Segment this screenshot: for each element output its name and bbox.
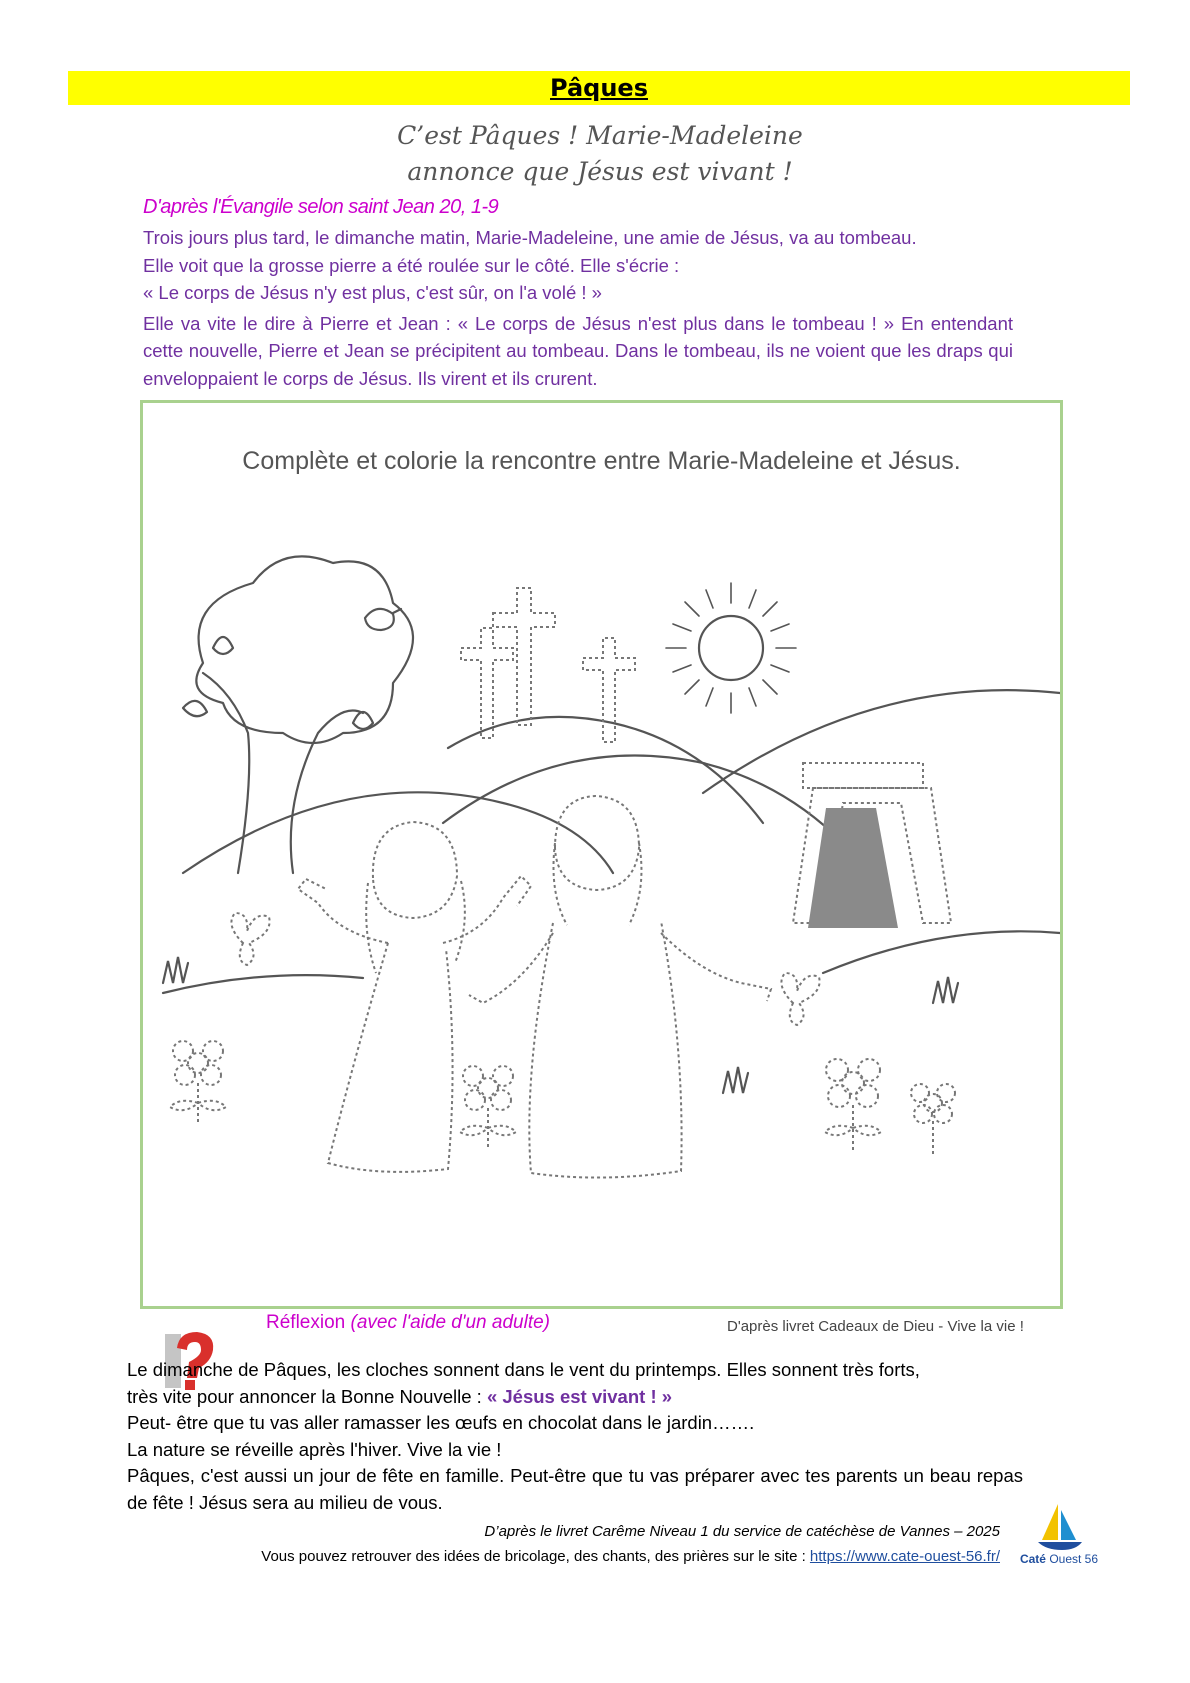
leaf-1 bbox=[213, 637, 233, 654]
leaf-2 bbox=[353, 712, 373, 729]
reflexion-text bbox=[127, 1357, 1023, 1516]
cross-center bbox=[493, 588, 555, 725]
coloring-illustration bbox=[143, 403, 1060, 1306]
body-line-3: Peut- être que tu vas aller ramasser les œufs en chocolat dans le jardin……. bbox=[127, 1412, 755, 1433]
body-line-4: La nature se réveille après l'hiver. Vive la vie ! bbox=[127, 1438, 502, 1460]
hill-front bbox=[823, 931, 1060, 973]
subtitle-line-1: C’est Pâques ! Marie-Madeleine bbox=[397, 121, 803, 150]
logo-text-cate: Caté bbox=[1019, 1552, 1046, 1566]
body-line-2-text: très vite pour annoncer la Bonne Nouvelle : bbox=[127, 1385, 487, 1407]
jesus-robe bbox=[529, 921, 681, 1178]
cate-ouest-logo bbox=[1014, 1500, 1104, 1570]
tree-trunk bbox=[203, 673, 363, 873]
page-title: Pâques bbox=[550, 74, 648, 102]
bird bbox=[365, 609, 401, 630]
gospel-line-2: Elle voit que la grosse pierre a été roulée sur le côté. Elle s'écrie : bbox=[143, 254, 680, 276]
mary-arm-right bbox=[443, 876, 531, 943]
sun-rays bbox=[666, 583, 796, 713]
hill-back bbox=[448, 717, 763, 823]
grass-2 bbox=[723, 1067, 748, 1093]
grass-3 bbox=[933, 977, 958, 1003]
gospel-source: D'après l'Évangile selon saint Jean 20, 1-9 bbox=[143, 196, 499, 218]
hill-middle bbox=[443, 756, 843, 844]
footer-website bbox=[261, 1548, 1000, 1565]
reflexion-label: Réflexion bbox=[266, 1312, 351, 1333]
body-line-5: Pâques, c'est aussi un jour de fête en famille. Peut-être que tu vas préparer avec tes parents un beau repas de fête ! Jésus sera au milieu de vous. bbox=[127, 1465, 1023, 1513]
body-line-2 bbox=[127, 1384, 1023, 1411]
reflexion-note: (avec l'aide d'un adulte) bbox=[350, 1312, 550, 1333]
jesus-arm-left bbox=[469, 933, 553, 1003]
mary-hair bbox=[366, 881, 465, 973]
tomb-opening bbox=[808, 808, 898, 928]
cross-left bbox=[461, 628, 513, 738]
gospel-line-1: Trois jours plus tard, le dimanche matin, Marie-Madeleine, une amie de Jésus, va au tombeau. bbox=[143, 227, 917, 248]
jesus-head bbox=[555, 796, 639, 890]
jesus-arm-right bbox=[661, 933, 771, 1001]
tree-canopy bbox=[196, 556, 413, 743]
subtitle-line-2: annonce que Jésus est vivant ! bbox=[407, 157, 793, 186]
flower-left bbox=[170, 1041, 226, 1123]
illustration-credit: D'après livret Cadeaux de Dieu - Vive la vie ! bbox=[727, 1318, 1024, 1335]
logo-text bbox=[1014, 1552, 1104, 1566]
title-banner bbox=[68, 71, 1130, 105]
gospel-paragraph-2: Elle va vite le dire à Pierre et Jean : « Le corps de Jésus n'est plus dans le tombeau ! » En entendant cette nouvelle, Pierre et Jean se précipitent au tombeau. Dans le tombeau, ils ne voient que les draps qui enveloppaient le corps de Jésus. Ils virent et ils crurent. bbox=[143, 312, 1013, 389]
leaf-3 bbox=[183, 701, 207, 716]
ground-line bbox=[163, 975, 363, 993]
flower-far-right bbox=[911, 1084, 955, 1156]
sailboat-icon bbox=[1014, 1500, 1104, 1552]
website-link[interactable]: https://www.cate-ouest-56.fr/ bbox=[809, 1548, 1000, 1565]
coloring-instruction: Complète et colorie la rencontre entre Marie-Madeleine et Jésus. bbox=[242, 447, 961, 475]
flower-center bbox=[460, 1066, 516, 1148]
reflexion-heading bbox=[266, 1312, 550, 1334]
flower-right bbox=[825, 1059, 881, 1150]
body-line-1: Le dimanche de Pâques, les cloches sonnent dans le vent du printemps. Elles sonnent très forts, bbox=[127, 1359, 920, 1380]
gospel-text bbox=[143, 224, 1013, 392]
gospel-line-3: « Le corps de Jésus n'y est plus, c'est sûr, on l'a volé ! » bbox=[143, 282, 602, 303]
butterfly-left bbox=[231, 913, 269, 965]
jesus-hair bbox=[554, 843, 642, 925]
good-news-phrase: « Jésus est vivant ! » bbox=[486, 1385, 673, 1407]
footer-source: D’après le livret Carême Niveau 1 du service de catéchèse de Vannes – 2025 bbox=[484, 1523, 1000, 1540]
grass-1 bbox=[163, 957, 188, 983]
mary-head bbox=[373, 822, 457, 918]
tomb-slab bbox=[803, 763, 923, 788]
footer-website-text: Vous pouvez retrouver des idées de bricolage, des chants, des prières sur le site : bbox=[261, 1548, 810, 1565]
sun bbox=[699, 616, 763, 680]
subtitle bbox=[300, 118, 900, 190]
coloring-frame bbox=[140, 400, 1063, 1309]
logo-text-ouest: Ouest 56 bbox=[1045, 1552, 1099, 1566]
butterfly-right bbox=[781, 973, 819, 1025]
